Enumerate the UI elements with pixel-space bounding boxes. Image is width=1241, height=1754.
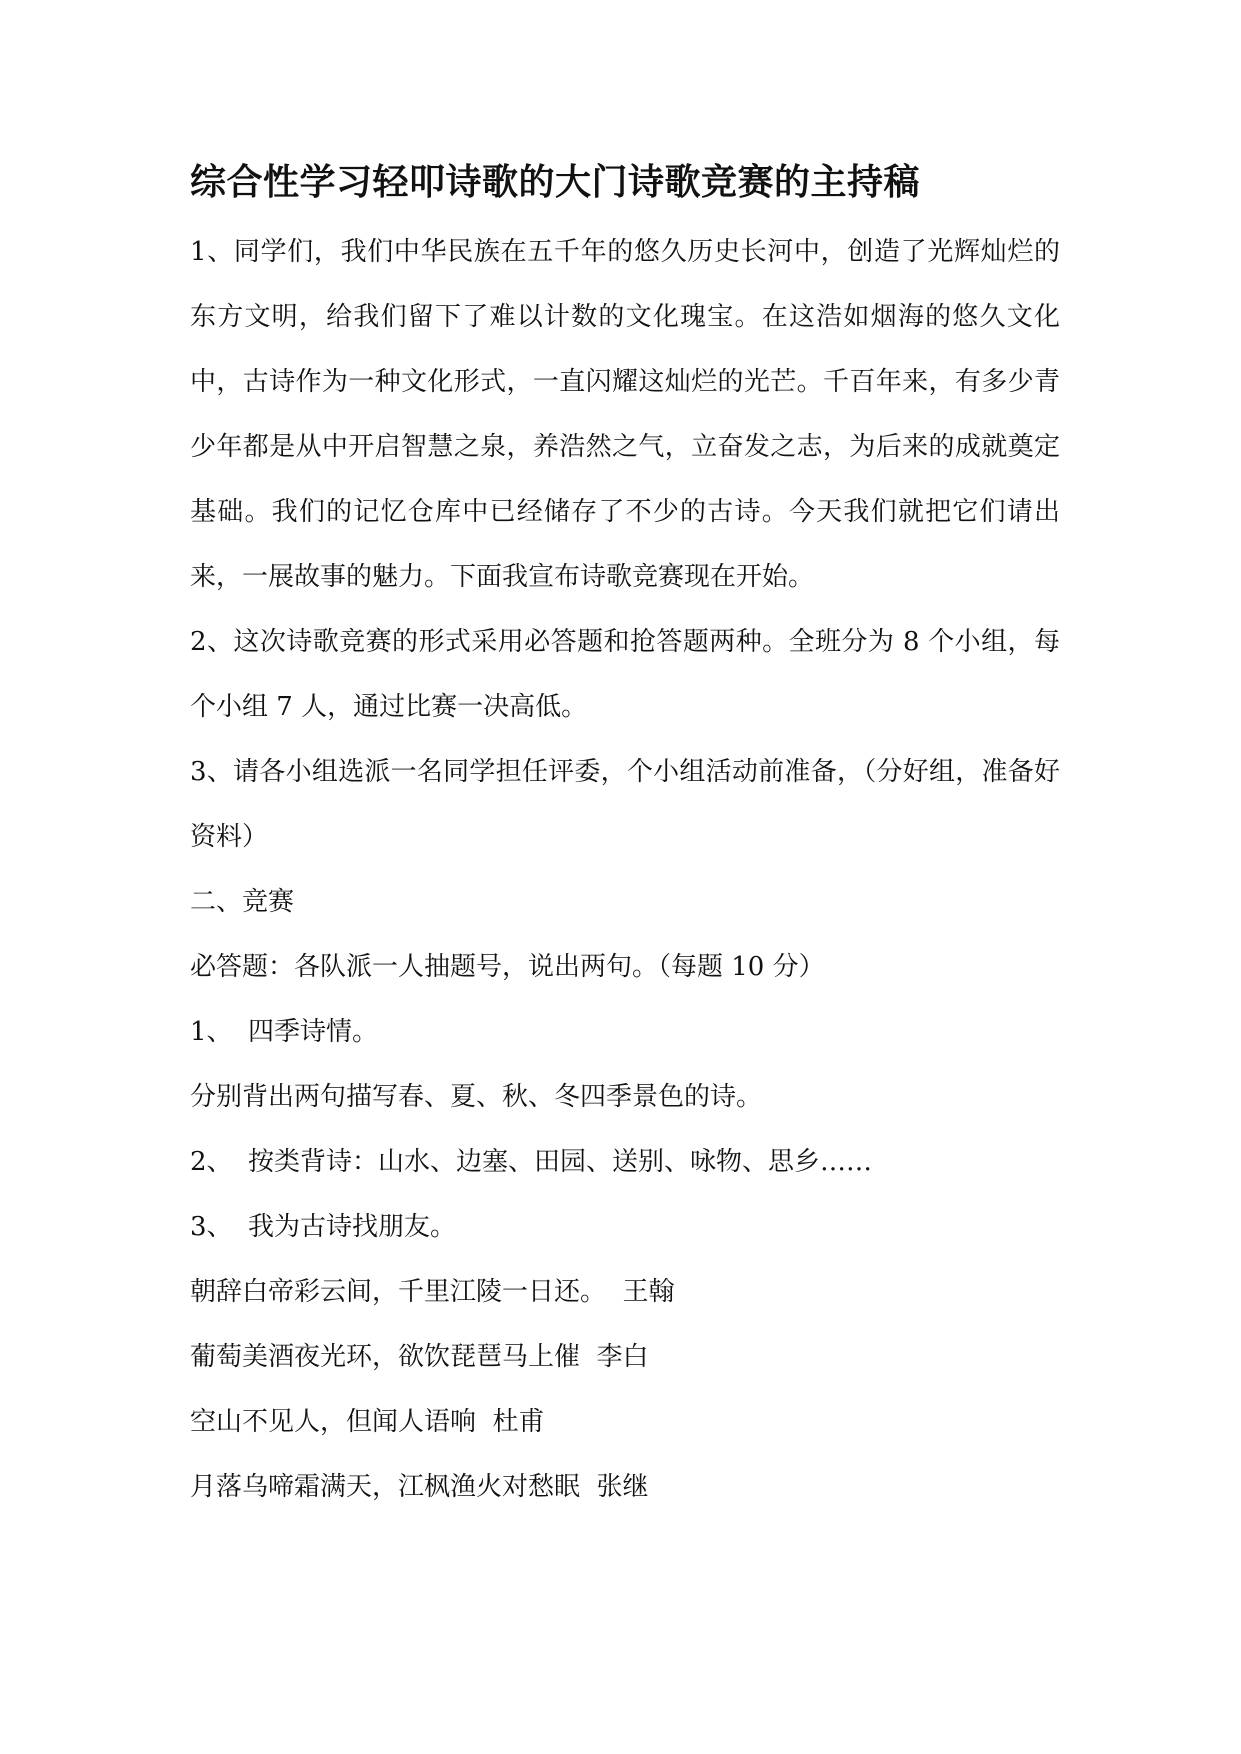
list-item [190,1130,1060,1195]
list-item: 分别背出两句描写春、夏、秋、冬四季景色的诗。 [190,1082,763,1112]
paragraph-judges: 3、请各小组选派一名同学担任评委，个小组活动前准备，（分好组，准备好资料） [190,757,1060,852]
list-item-text: 按类背诗：山水、边塞、田园、送别、咏物、思乡…… [248,1147,873,1177]
list-item [190,1195,1060,1260]
list-item-number: 1、 [190,1017,233,1047]
paragraph-required-questions: 必答题：各队派一人抽题号，说出两句。（每题 10 分） [190,952,825,982]
list-item [190,1000,1060,1065]
section-heading-competition: 二、竞赛 [190,887,295,917]
page-title: 综合性学习轻叩诗歌的大门诗歌竞赛的主持稿 [190,162,921,203]
poem-line: 空山不见人，但闻人语响 杜甫 [190,1407,545,1437]
list-item-text: 四季诗情。 [248,1017,379,1047]
poem-line: 月落乌啼霜满天，江枫渔火对愁眠 张继 [190,1472,649,1502]
paragraph-intro: 1、同学们，我们中华民族在五千年的悠久历史长河中，创造了光辉灿烂的东方文明，给我们留下了难以计数的文化瑰宝。在这浩如烟海的悠久文化中，古诗作为一种文化形式，一直闪耀这灿烂的光芒。千百年来，有多少青少年都是从中开启智慧之泉，养浩然之气，立奋发之志，为后来的成就奠定基础。我们的记忆仓库中已经储存了不少的古诗。今天我们就把它们请出来，一展故事的魅力。下面我宣布诗歌竞赛现在开始。 [190,237,1060,592]
list-item-text: 我为古诗找朋友。 [248,1212,457,1242]
list-item-number: 2、 [190,1147,233,1177]
poem-line: 葡萄美酒夜光环，欲饮琵琶马上催 李白 [190,1342,649,1372]
document-body [190,158,1060,1520]
poem-line: 朝辞白帝彩云间，千里江陵一日还。 王翰 [190,1277,675,1307]
paragraph-format: 2、这次诗歌竞赛的形式采用必答题和抢答题两种。全班分为 8 个小组，每个小组 7 人，通过比赛一决高低。 [190,627,1060,722]
list-item-number: 3、 [190,1212,233,1242]
